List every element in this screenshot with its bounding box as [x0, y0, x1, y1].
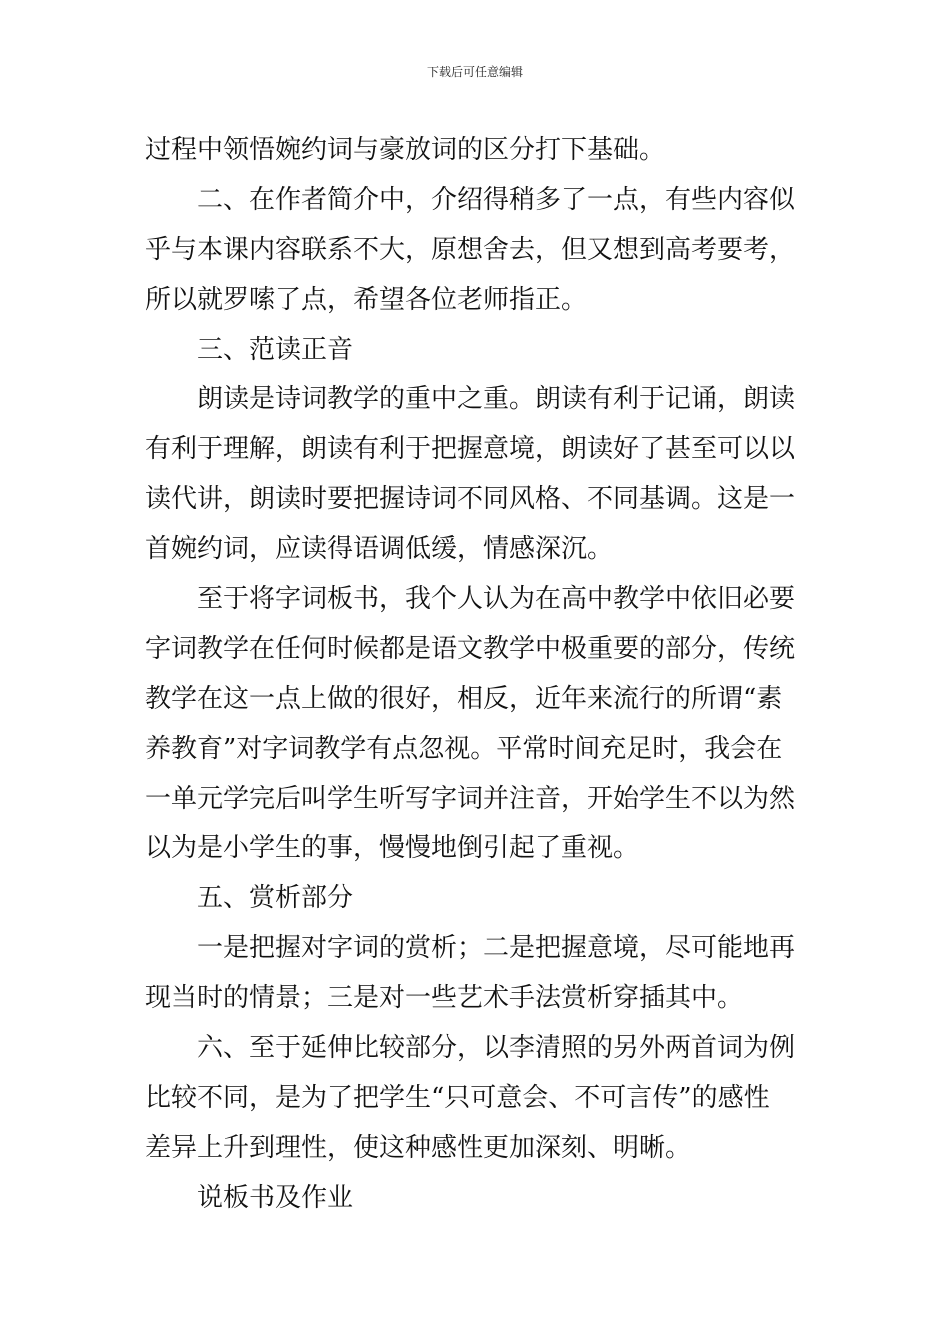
text-line: 至于将字词板书，我个人认为在高中教学中依旧必要	[197, 584, 796, 615]
text-line: 首婉约词，应读得语调低缓，情感深沉。	[145, 534, 614, 565]
text-line: 教学在这一点上做的很好，相反，近年来流行的所谓“素	[145, 683, 783, 714]
text-line: 所以就罗嗦了点，希望各位老师指正。	[145, 284, 588, 315]
text-line: 二、在作者简介中，介绍得稍多了一点，有些内容似	[197, 184, 796, 215]
text-line: 一单元学完后叫学生听写字词并注音，开始学生不以为然	[145, 783, 796, 814]
text-line: 有利于理解，朗读有利于把握意境，朗读好了甚至可以以	[145, 434, 796, 465]
text-line: 说板书及作业	[197, 1182, 354, 1213]
text-line: 乎与本课内容联系不大，原想舍去，但又想到高考要考，	[145, 234, 796, 265]
text-line: 三、范读正音	[197, 334, 354, 365]
text-line: 过程中领悟婉约词与豪放词的区分打下基础。	[145, 135, 666, 165]
document-body	[145, 126, 807, 1224]
text-line: 差异上升到理性，使这种感性更加深刻、明晰。	[145, 1132, 692, 1163]
text-line: 以为是小学生的事，慢慢地倒引起了重视。	[145, 833, 640, 864]
page-header: 下载后可任意编辑	[426, 65, 523, 79]
text-line: 六、至于延伸比较部分，以李清照的另外两首词为例	[197, 1033, 796, 1064]
text-line: 现当时的情景；三是对一些艺术手法赏析穿插其中。	[145, 983, 744, 1014]
text-line: 养教育”对字词教学有点忽视。平常时间充足时，我会在	[145, 733, 783, 764]
text-line: 字词教学在任何时候都是语文教学中极重要的部分，传统	[145, 633, 796, 664]
text-line: 五、赏析部分	[197, 883, 354, 914]
text-line: 朗读是诗词教学的重中之重。朗读有利于记诵，朗读	[197, 384, 796, 415]
text-line: 一是把握对字词的赏析；二是把握意境，尽可能地再	[197, 933, 796, 964]
text-line: 比较不同，是为了把学生“只可意会、不可言传”的感性	[145, 1082, 770, 1113]
text-line: 读代讲，朗读时要把握诗词不同风格、不同基调。这是一	[145, 484, 796, 515]
